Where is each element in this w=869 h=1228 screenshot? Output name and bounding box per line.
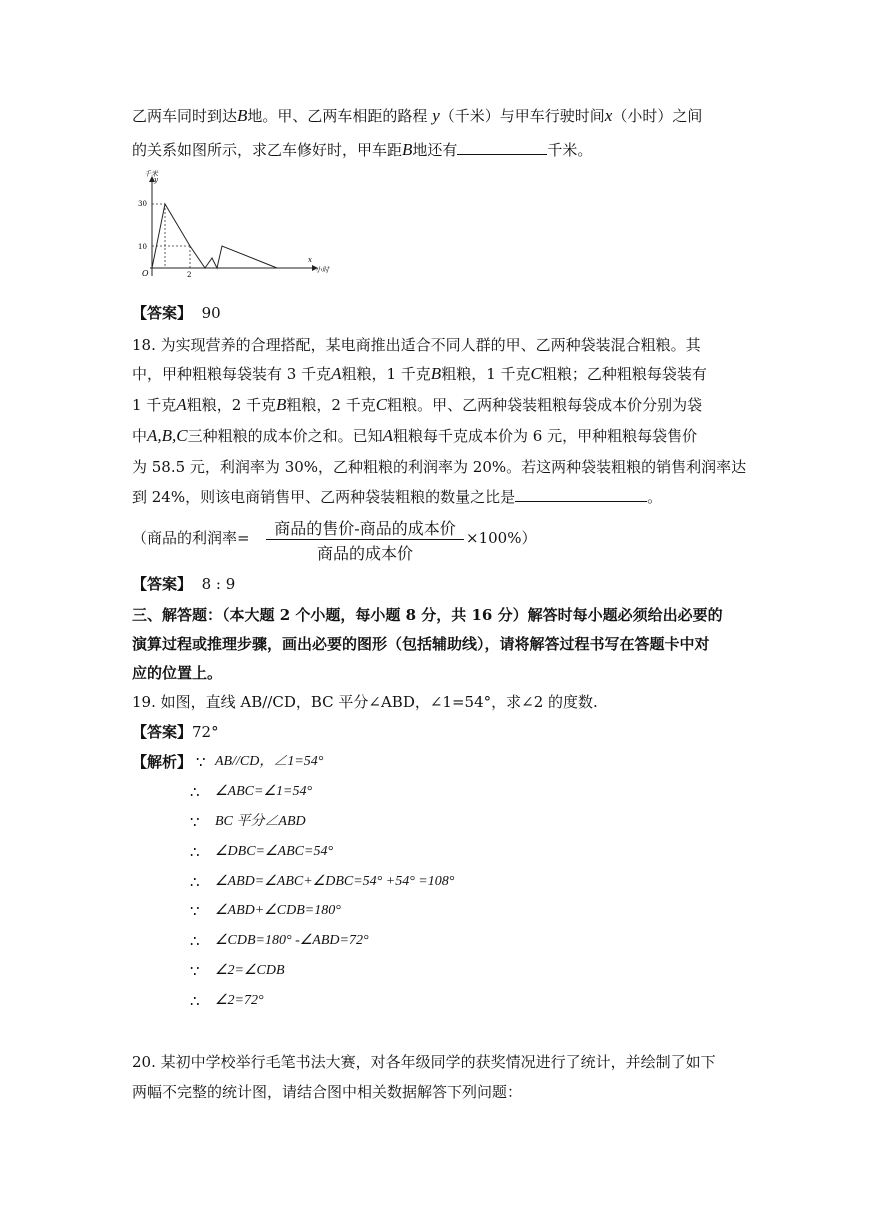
tick-30-label: 30: [138, 200, 147, 208]
q18-line-3: 1 千克A粗粮，2 千克B粗粮，2 千克C粗粮。甲、乙两种袋装粗粮每袋成本价分别为袋: [132, 395, 703, 414]
q20-line-1: 20. 某初中学校举行毛笔书法大赛，对各年级同学的获奖情况进行了统计，并绘制了如下: [132, 1053, 716, 1071]
proof-step-text: ∠2=72°: [215, 993, 264, 1008]
q17-line-2: 的关系如图所示，求乙车修好时，甲车距B地还有 千米。: [132, 140, 593, 159]
proof-step-symbol: ∵: [190, 962, 200, 980]
distance-polyline: [152, 204, 277, 268]
proof-step-symbol: ∵: [196, 753, 206, 771]
proof-step-symbol: ∵: [190, 902, 200, 920]
answer-blank: [515, 486, 647, 502]
proof-step-text: AB//CD，∠1=54°: [215, 754, 324, 769]
proof-step-text: ∠2=∠CDB: [215, 963, 285, 978]
proof-step-symbol: ∴: [190, 783, 200, 801]
y-var-label: y: [154, 176, 158, 184]
q19-answer: 【答案】72°: [132, 723, 219, 741]
proof-step-text: BC 平分∠ABD: [215, 814, 306, 829]
answer-blank: [457, 139, 547, 155]
tick-10-label: 10: [138, 243, 147, 251]
proof-step-text: ∠DBC=∠ABC=54°: [215, 844, 334, 859]
proof-step-symbol: ∴: [190, 992, 200, 1010]
q18-line-5: 为 58.5 元，利润率为 30%，乙种粗粮的利润率为 20%。若这两种袋装粗粮的销售利润率达: [132, 458, 747, 476]
y-unit-label: 千米: [144, 170, 158, 178]
distance-time-graph: [132, 168, 332, 280]
q18-line-2: 中，甲种粗粮每袋装有 3 千克A粗粮，1 千克B粗粮，1 千克C粗粮；乙种粗粮每袋装有: [132, 364, 707, 383]
fraction-bar: [266, 539, 464, 540]
q17-answer: 【答案】 90: [132, 304, 221, 322]
proof-step-text: ∠ABD=∠ABC+∠DBC=54° +54° =108°: [215, 874, 455, 889]
proof-step-text: ∠CDB=180° -∠ABD=72°: [215, 933, 369, 948]
q19-analysis-label: 【解析】: [132, 753, 193, 771]
q20-line-2: 两幅不完整的统计图，请结合图中相关数据解答下列问题：: [132, 1083, 523, 1101]
section-3-heading-line-3: 应的位置上。: [132, 664, 223, 682]
proof-step-symbol: ∴: [190, 843, 200, 861]
q18-line-1: 18. 为实现营养的合理搭配，某电商推出适合不同人群的甲、乙两种袋装混合粗粮。其: [132, 336, 701, 354]
x-var-label: x: [308, 256, 312, 264]
x-unit-label: 小时: [315, 266, 329, 274]
q19-stem: 19. 如图，直线 AB//CD，BC 平分∠ABD，∠1=54°，求∠2 的度数.: [132, 693, 598, 711]
q18-line-4: 中A,B,C三种粗粮的成本价之和。已知A粗粮每千克成本价为 6 元，甲种粗粮每袋售价: [132, 426, 698, 445]
origin-label: O: [142, 269, 149, 278]
q18-line-6: 到 24%，则该电商销售甲、乙两种袋装粗粮的数量之比是 。: [132, 488, 663, 506]
q17-line-1: 乙两车同时到达B地。甲、乙两车相距的路程 y（千米）与甲车行驶时间x（小时）之间: [132, 106, 703, 125]
section-3-heading-line-2: 演算过程或推理步骤，画出必要的图形（包括辅助线），请将解答过程书写在答题卡中对: [132, 635, 710, 653]
proof-step-symbol: ∴: [190, 932, 200, 950]
tick-2-label: 2: [187, 271, 192, 279]
q18-answer: 【答案】 8 : 9: [132, 575, 236, 593]
proof-step-text: ∠ABC=∠1=54°: [215, 784, 313, 799]
proof-step-symbol: ∴: [190, 873, 200, 891]
proof-step-symbol: ∵: [190, 813, 200, 831]
proof-step-text: ∠ABD+∠CDB=180°: [215, 903, 341, 918]
section-3-heading-line-1: 三、解答题：（本大题 2 个小题，每小题 8 分，共 16 分）解答时每小题必须给出必要的: [132, 606, 723, 624]
